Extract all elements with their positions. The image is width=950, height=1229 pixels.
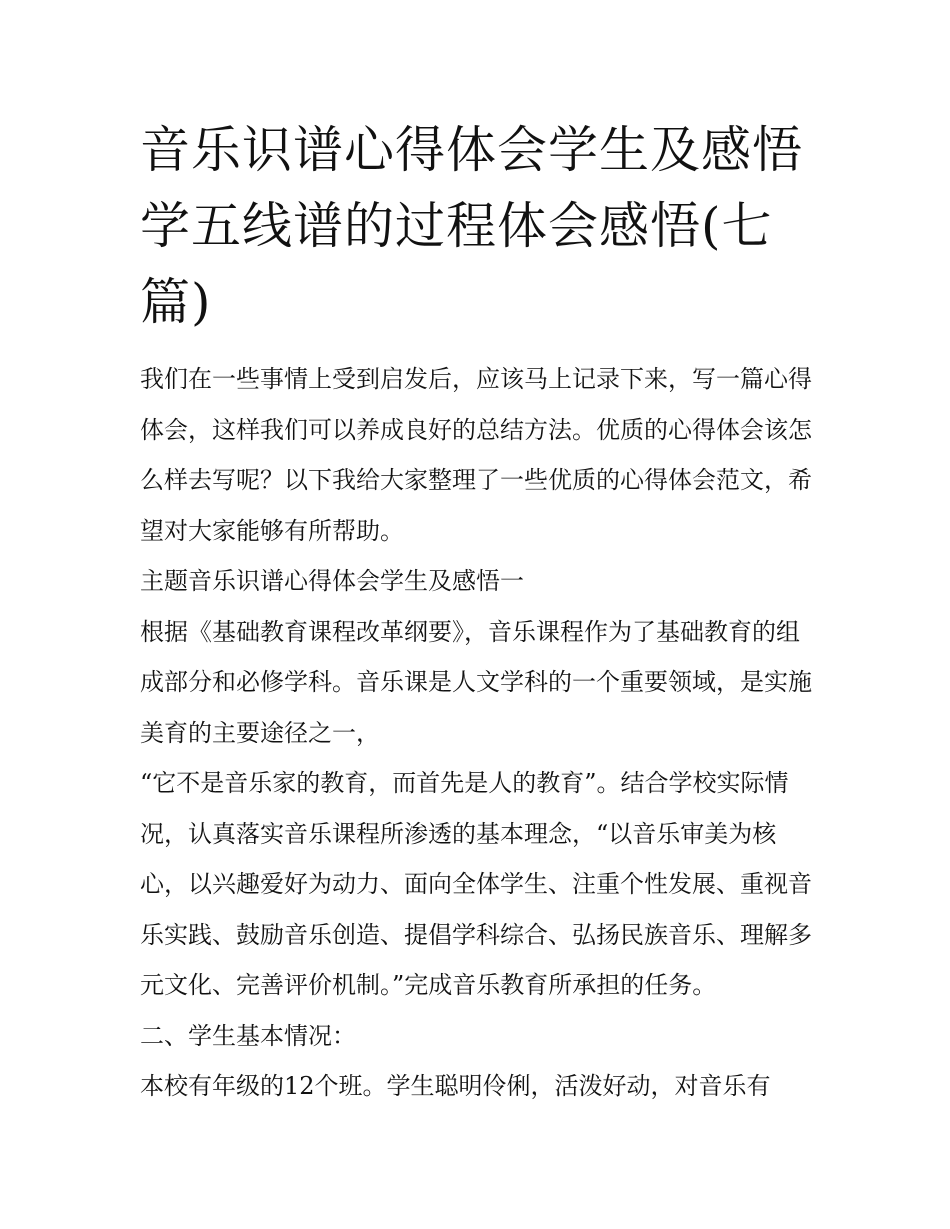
paragraph-curriculum: 根据《基础教育课程改革纲要》，音乐课程作为了基础教育的组成部分和必修学科。音乐课是人文学科的一个重要领域，是实施美育的主要途径之一，	[140, 617, 812, 747]
document-title: 音乐识谱心得体会学生及感悟学五线谱的过程体会感悟(七篇)	[140, 121, 803, 331]
paragraph-intro: 我们在一些事情上受到启发后，应该马上记录下来，写一篇心得体会，这样我们可以养成良好的总结方法。优质的心得体会该怎么样去写呢？以下我给大家整理了一些优质的心得体会范文，希望对大家能够有所帮助。	[140, 365, 812, 545]
paragraph-student-info: 本校有年级的12个班。学生聪明伶俐，活泼好动，对音乐有	[140, 1072, 771, 1100]
paragraph-philosophy: “它不是音乐家的教育，而首先是人的教育”。结合学校实际情况，认真落实音乐课程所渗透的基本理念，“以音乐审美为核心，以兴趣爱好为动力、面向全体学生、注重个性发展、重视音乐实践、鼓励音乐创造、提倡学科综合、弘扬民族音乐、理解多元文化、完善评价机制。”完成音乐教育所承担的任务。	[140, 769, 812, 999]
paragraph-student-heading: 二、学生基本情况：	[140, 1021, 356, 1050]
document-page	[140, 112, 820, 1112]
paragraph-section-heading: 主题音乐识谱心得体会学生及感悟一	[140, 567, 524, 595]
document-body	[140, 354, 820, 1112]
